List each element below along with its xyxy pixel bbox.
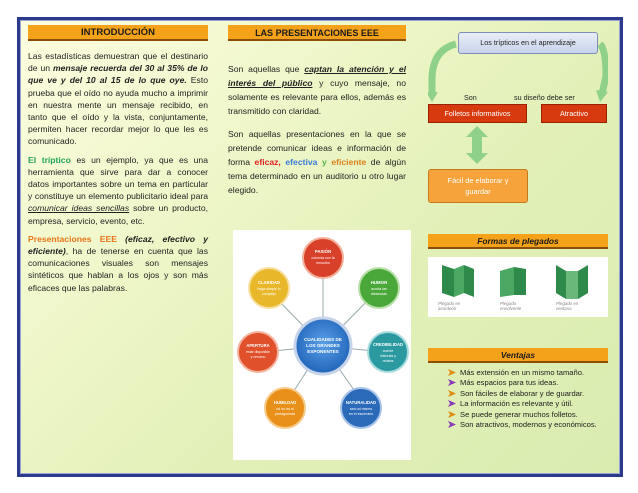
svg-text:HUMILDAD: HUMILDAD	[273, 400, 297, 405]
svg-text:APERTURA: APERTURA	[246, 343, 270, 348]
arrow-vertical-up	[466, 126, 488, 137]
diagram-node-apertura	[238, 332, 278, 372]
diagram-node-credibilidad	[368, 332, 408, 372]
diagram-center-line-2: LOS GRANDES	[306, 343, 340, 348]
intro-p3-highlight: Presentaciones EEE	[28, 233, 117, 244]
list-item: La información es relevante y útil.	[448, 399, 608, 409]
presentaciones-paragraph-1	[228, 62, 406, 118]
svg-text:estar disponible: estar disponible	[246, 350, 270, 354]
svg-text:y cercano: y cercano	[250, 355, 266, 359]
diagram-node-claridad	[249, 268, 289, 308]
label-son: Son	[464, 93, 477, 102]
diagram-node-naturalidad	[341, 388, 381, 428]
presentaciones-header: LAS PRESENTACIONES EEE	[228, 25, 406, 41]
intro-p3-emphasis: (eficaz, efectivo y eficiente)	[28, 233, 208, 257]
svg-text:protagonista: protagonista	[275, 412, 295, 416]
arrow-bullet-icon	[448, 369, 456, 376]
svg-text:ventana: ventana	[556, 306, 572, 311]
pres-p2-eficiente: eficiente	[326, 157, 367, 167]
svg-text:Plegado en: Plegado en	[438, 301, 461, 306]
list-item: Más extensión en un mismo tamaño.	[448, 368, 608, 378]
arrow-right-curve	[600, 44, 606, 94]
intro-paragraph-1	[28, 50, 208, 148]
svg-text:PASIÓN: PASIÓN	[314, 249, 332, 254]
svg-text:distancias: distancias	[371, 292, 387, 296]
svg-text:acorta las: acorta las	[371, 287, 387, 291]
svg-text:conecta con la: conecta con la	[311, 256, 335, 260]
plegados-illustration	[428, 257, 608, 317]
diagram-node-humildad	[265, 388, 305, 428]
facil-elaborar-box	[428, 169, 528, 203]
svg-text:historias y: historias y	[379, 354, 397, 358]
pres-p2-text: Son aquellas presentaciones en la que se pretende comunicar ideas e información de forma	[228, 129, 406, 167]
svg-text:Plegado: Plegado	[500, 301, 517, 306]
list-item: Más espacios para tus ideas.	[448, 378, 608, 388]
svg-text:CREDIBILIDAD: CREDIBILIDAD	[372, 342, 404, 347]
qualities-diagram-svg	[233, 230, 411, 460]
tripticos-aprendizaje-box: Los trípticos en el aprendizaje	[458, 32, 598, 54]
intro-p1-text-end: Esto prueba que el oído no ayuda mucho a imprimir en nuestra mente un mensaje recibido, en tanto que el oído y la vista, conjuntamente, permiten hacer recordar mejor lo que les es comunicado.	[28, 75, 208, 147]
svg-text:CLARIDAD: CLARIDAD	[258, 280, 280, 285]
qualities-diagram	[233, 230, 411, 460]
svg-text:sea ud mismo: sea ud mismo	[349, 407, 373, 411]
arrow-vertical-shaft	[472, 135, 482, 155]
svg-text:ud no es el: ud no es el	[276, 407, 294, 411]
arrow-bullet-icon	[448, 400, 456, 407]
pres-p1-emphasis: captan la atención y el interés del público	[228, 64, 407, 88]
arrow-bullet-icon	[448, 379, 456, 386]
facil-line-2: guardar	[465, 187, 491, 196]
presentaciones-paragraph-2	[228, 127, 406, 197]
folletos-informativos-box: Folletos informativos	[428, 104, 527, 123]
arrow-bullet-icon	[448, 390, 456, 397]
atractivo-box: Atractivo	[541, 104, 607, 123]
intro-paragraph-2	[28, 154, 208, 227]
arrow-left-head	[428, 92, 438, 102]
diagram-center-line-1: CUALIDADES DE	[304, 337, 342, 342]
diagram-center-line-3: EXPONENTES	[307, 349, 339, 354]
list-item: Son atractivos, modernos y económicos.	[448, 420, 608, 430]
svg-text:envolvente: envolvente	[500, 306, 522, 311]
svg-text:emoción: emoción	[316, 261, 330, 265]
pres-p2-text-end: de algún tema determinado en un auditorio u otro lugar elegido.	[228, 157, 406, 195]
arrow-left-curve	[432, 44, 456, 94]
ventajas-header: Ventajas	[428, 348, 608, 363]
list-item: Son fáciles de elaborar y de guardar.	[448, 389, 608, 399]
svg-text:complejo: complejo	[261, 292, 277, 296]
pres-p2-eficaz: eficaz,	[254, 157, 281, 167]
pres-p1-text: Son aquellas que	[228, 64, 305, 74]
pres-p1-text-end: y cuyo mensaje, no solamente es relevante para ellos, además es transmitido con claridad.	[228, 78, 406, 116]
arrow-bullet-icon	[448, 411, 456, 418]
intro-p2-text: es un ejemplo, ya que es una herramienta que sirve para dar a conocer datos importantes sobre un tema en particular y constituye un elemento publicitario ideal para	[28, 154, 208, 202]
list-item: Se puede generar muchos folletos.	[448, 410, 608, 420]
svg-text:en el escenario: en el escenario	[348, 412, 374, 416]
intro-p1-text: Las estadísticas demuestran que el destinario de un	[28, 51, 208, 74]
svg-text:NATURALIDAD: NATURALIDAD	[345, 400, 377, 405]
svg-text:HUMOR: HUMOR	[370, 280, 388, 285]
arrow-vertical-down	[466, 153, 488, 164]
intro-p2-text-end: sobre un producto, empresa, servicio, evento, etc.	[28, 203, 208, 226]
arrow-right-head	[596, 90, 608, 102]
introduction-header: INTRODUCCIÓN	[28, 25, 208, 41]
svg-text:relatos: relatos	[382, 359, 394, 363]
intro-p3-text: , ha de tenerse en cuenta que las comunicaciones visuales son mensajes sintéticos que hablan a los ojos y son más eficaces que las palabras.	[28, 246, 208, 293]
arrow-bullet-icon	[448, 421, 456, 428]
diagram-node-humor	[359, 268, 399, 308]
svg-text:cuente: cuente	[382, 349, 394, 353]
formas-plegados-header: Formas de plegados	[428, 234, 608, 249]
intro-p2-highlight: El tríptico	[28, 154, 71, 165]
svg-text:acordeón: acordeón	[438, 306, 457, 311]
ventajas-list	[448, 368, 608, 430]
svg-text:haga simple lo: haga simple lo	[257, 287, 281, 291]
label-diseno: su diseño debe ser	[514, 93, 575, 102]
facil-line-1: Fácil de elaborar y	[447, 176, 509, 185]
pres-p2-efectiva: efectiva	[280, 157, 318, 167]
column-introduction	[28, 20, 208, 294]
column-tripticos	[428, 20, 608, 475]
pres-p2-and: y	[317, 157, 327, 167]
svg-text:Plegado en: Plegado en	[556, 301, 579, 306]
column-presentaciones	[228, 20, 406, 197]
intro-p2-underlined: comunicar ideas sencillas	[28, 203, 130, 214]
triptych-page	[17, 17, 623, 477]
intro-paragraph-3	[28, 233, 208, 294]
intro-p1-emphasis: mensaje recuerda del 30 al 35% de lo que ve y del 10 al 15 de lo que oye.	[28, 63, 208, 86]
diagram-node-pasion	[303, 238, 343, 278]
